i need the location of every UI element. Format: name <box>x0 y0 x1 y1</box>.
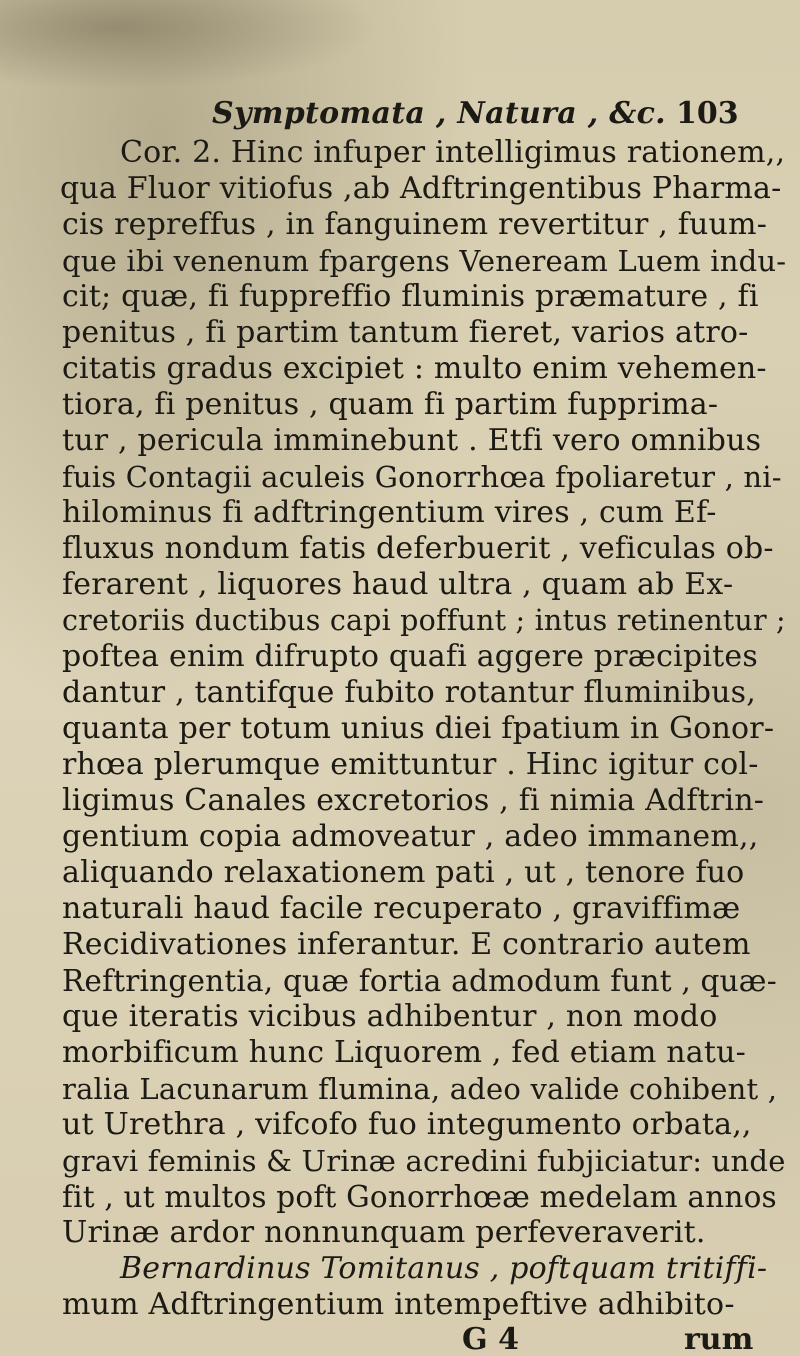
text-line: fluxus nondum fatis deferbuerit , veficulas ob- <box>62 531 774 566</box>
text-line: quanta per totum unius diei fpatium in Gonor- <box>62 711 775 746</box>
text-line: fit , ut multos poft Gonorrhœæ medelam annos <box>62 1180 777 1214</box>
text-line: cit; quæ, fi fuppreffio fluminis præmature , fi <box>62 279 759 314</box>
text-line: ut Urethra , vifcofo fuo integumento orbata,, <box>62 1107 752 1142</box>
text-line: gravi feminis & Urinæ acredini fubjiciatur: unde <box>62 1144 786 1178</box>
text-line: ralia Lacunarum flumina, adeo valide cohibent , <box>62 1072 778 1106</box>
text-line: qua Fluor vitiofus ,ab Adftringentibus Pharma- <box>60 171 782 206</box>
text-line: Cor. 2. Hinc infuper intelligimus rationem,, <box>120 135 786 170</box>
text-line: citatis gradus excipiet : multo enim vehemen- <box>62 351 767 386</box>
text-line: mum Adftringentium intempeftive adhibito- <box>62 1287 735 1322</box>
text-line: tur , pericula imminebunt . Etfi vero omnibus <box>62 423 762 458</box>
text-line: rhœa plerumque emittuntur . Hinc igitur col- <box>62 747 759 782</box>
text-line: fuis Contagii aculeis Gonorrhœa fpoliaretur , ni- <box>62 460 782 494</box>
show-through-stain <box>0 0 380 90</box>
text-line: Bernardinus Tomitanus , poftquam tritiffi- <box>120 1251 768 1286</box>
running-head <box>0 96 800 136</box>
signature-mark: G 4 <box>462 1322 519 1356</box>
text-line: hilominus fi adftringentium vires , cum Ef- <box>62 495 717 530</box>
text-line: gentium copia admoveatur , adeo immanem,, <box>62 819 759 854</box>
text-line: aliquando relaxationem pati , ut , tenore fuo <box>62 855 745 890</box>
text-line: dantur , tantifque fubito rotantur fluminibus, <box>62 675 756 710</box>
text-line: que iteratis vicibus adhibentur , non modo <box>62 999 718 1034</box>
text-line: cretoriis ductibus capi poffunt ; intus retinentur ; <box>62 604 786 637</box>
text-line: tiora, fi penitus , quam fi partim fupprima- <box>62 387 719 422</box>
text-line: Urinæ ardor nonnunquam perfeveraverit. <box>62 1215 706 1250</box>
text-line: Recidivationes inferantur. E contrario autem <box>62 927 751 962</box>
text-line: morbificum hunc Liquorem , fed etiam natu- <box>62 1035 747 1070</box>
text-line: Reftringentia, quæ fortia admodum funt , quæ- <box>62 964 777 998</box>
text-line: ferarent , liquores haud ultra , quam ab Ex- <box>62 567 734 602</box>
text-line: que ibi venenum fpargens Veneream Luem indu- <box>62 244 787 278</box>
page-number: 103 <box>676 96 739 131</box>
running-title: Symptomata , Natura , &c. <box>212 96 666 131</box>
footer-line <box>0 1322 800 1356</box>
catchword: rum <box>684 1322 754 1356</box>
text-line: poftea enim difrupto quafi aggere præcipites <box>62 639 758 674</box>
text-line: cis repreffus , in fanguinem revertitur , fuum- <box>62 207 768 242</box>
text-line: naturali haud facile recuperato , graviffimæ <box>62 891 741 926</box>
text-line: penitus , fi partim tantum fieret, varios atro- <box>62 315 749 350</box>
text-line: ligimus Canales excretorios , fi nimia Adftrin- <box>62 783 765 818</box>
